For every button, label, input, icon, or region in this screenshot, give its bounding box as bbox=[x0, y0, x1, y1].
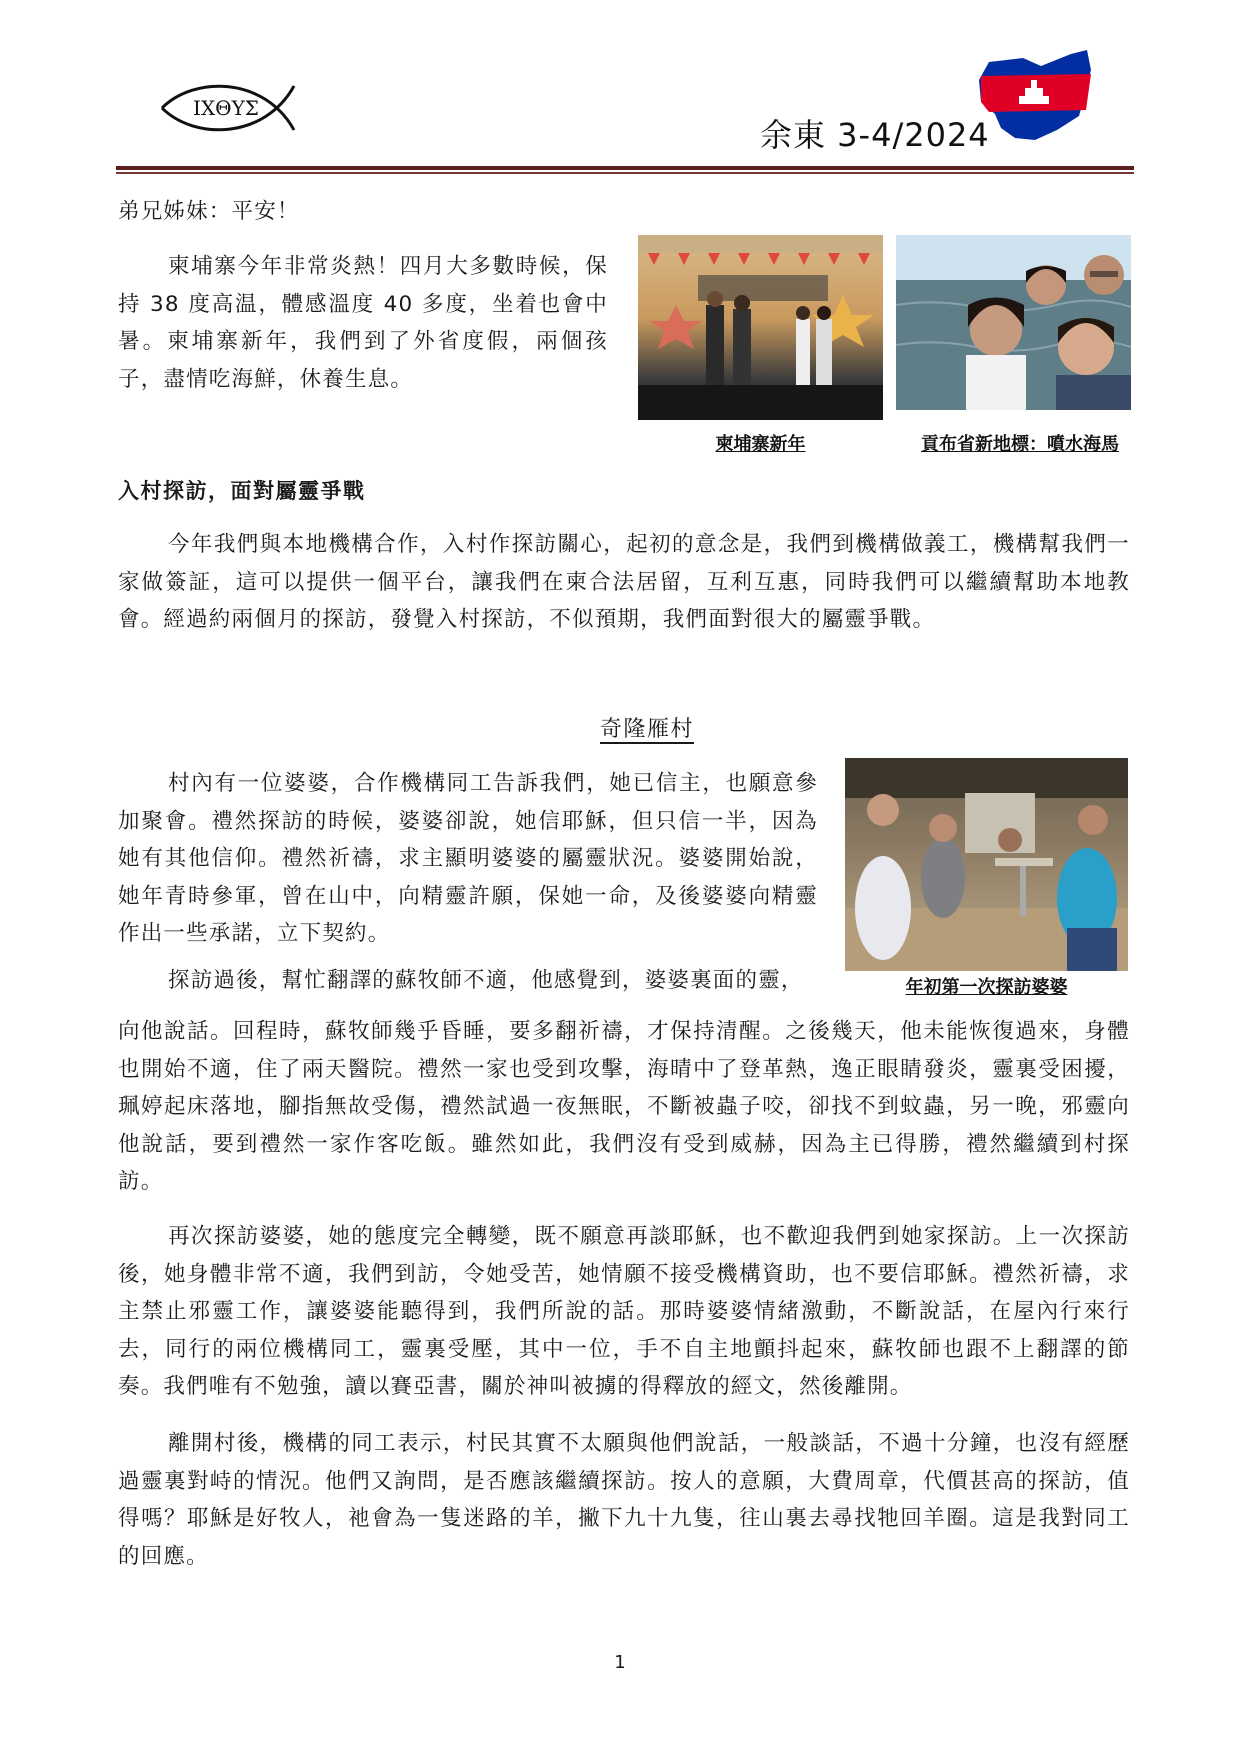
intro-paragraph: 柬埔寨今年非常炎熱！四月大多數時候，保持 38 度高温，體感溫度 40 多度，坐着也會中暑。柬埔寨新年，我們到了外省度假，兩個孩子，盡情吃海鮮，休養生息。 bbox=[118, 254, 608, 392]
photo-caption-new-year: 柬埔寨新年 bbox=[715, 434, 806, 455]
photo-visiting-grandma bbox=[845, 758, 1128, 971]
village-paragraph-3: 再次探訪婆婆，她的態度完全轉變，既不願意再談耶穌，也不歡迎我們到她家探訪。上一次探訪後，她身體非常不適，我們到訪，令她受苦，她情願不接受機構資助，也不要信耶穌。禮然祈禱，求主禁止邪靈工作，讓婆婆能聽得到，我們所說的話。那時婆婆情緒激動，不斷說話，在屋內行來行去，同行的兩位機構同工，靈裏受壓，其中一位，手不自主地顫抖起來，蘇牧師也跟不上翻譯的節奏。我們唯有不勉強，讀以賽亞書，關於神叫被擄的得釋放的經文，然後離開。 bbox=[118, 1224, 1130, 1399]
logo-text: ΙΧΘΥΣ bbox=[193, 96, 259, 120]
ichthys-fish-logo bbox=[154, 72, 310, 144]
newsletter-title: 余東 3-4/2024 bbox=[760, 116, 990, 154]
village-paragraph-2-rest: 向他說話。回程時，蘇牧師幾乎昏睡，要多翻祈禱，才保持清醒。之後幾天，他未能恢復過來，身體也開始不適，住了兩天醫院。禮然一家也受到攻擊，海晴中了登革熱，逸正眼睛發炎，靈裏受困擾，珮婷起床落地，腳指無故受傷，禮然試過一夜無眠，不斷被蟲子咬，卻找不到蚊蟲，另一晚，邪靈向他說話，要到禮然一家作客吃飯。雖然如此，我們沒有受到威赫，因為主已得勝，禮然繼續到村探訪。 bbox=[118, 1019, 1130, 1194]
village-heading: 奇隆雁村 bbox=[600, 717, 695, 742]
section-paragraph: 今年我們與本地機構合作，入村作探訪關心，起初的意念是，我們到機構做義工，機構幫我們一家做簽証，這可以提供一個平台，讓我們在柬合法居留，互利互惠，同時我們可以繼續幫助本地教會。經過約兩個月的探訪，發覺入村探訪，不似預期，我們面對很大的屬靈爭戰。 bbox=[118, 532, 1130, 632]
header-divider bbox=[116, 166, 1134, 170]
cambodia-flag-map-icon bbox=[975, 44, 1095, 144]
header-divider-thin bbox=[116, 172, 1134, 174]
photo-caption-seahorse: 貢布省新地標：噴水海馬 bbox=[921, 434, 1119, 455]
photo-seahorse-landmark bbox=[896, 235, 1131, 410]
greeting: 弟兄姊妹：平安！ bbox=[118, 199, 300, 224]
village-paragraph-2-first-line: 探訪過後，幫忙翻譯的蘇牧師不適，他感覺到，婆婆裏面的靈， bbox=[168, 967, 804, 993]
photo-new-year bbox=[638, 235, 883, 420]
village-paragraph-1 bbox=[118, 765, 818, 999]
page-number: 1 bbox=[614, 1652, 626, 1673]
village-paragraph-1-text: 村內有一位婆婆，合作機構同工告訴我們，她已信主，也願意參加聚會。禮然探訪的時候，婆婆卻說，她信耶穌，但只信一半，因為她有其他信仰。禮然祈禱，求主顯明婆婆的屬靈狀況。婆婆開始說，她年青時參軍，曾在山中，向精靈許願，保她一命，及後婆婆向精靈作出一些承諾，立下契約。 bbox=[118, 771, 818, 946]
section-heading: 入村探訪，面對屬靈爭戰 bbox=[118, 479, 366, 503]
village-paragraph-4: 離開村後，機構的同工表示，村民其實不太願與他們說話，一般談話，不過十分鐘，也沒有經歷過靈裏對峙的情況。他們又詢問，是否應該繼續探訪。按人的意願，大費周章，代價甚高的探訪，值得嗎？耶穌是好牧人，祂會為一隻迷路的羊，撇下九十九隻，往山裏去尋找牠回羊圈。這是我對同工的回應。 bbox=[118, 1431, 1130, 1569]
photo-caption-visiting-grandma: 年初第一次探訪婆婆 bbox=[905, 977, 1068, 998]
